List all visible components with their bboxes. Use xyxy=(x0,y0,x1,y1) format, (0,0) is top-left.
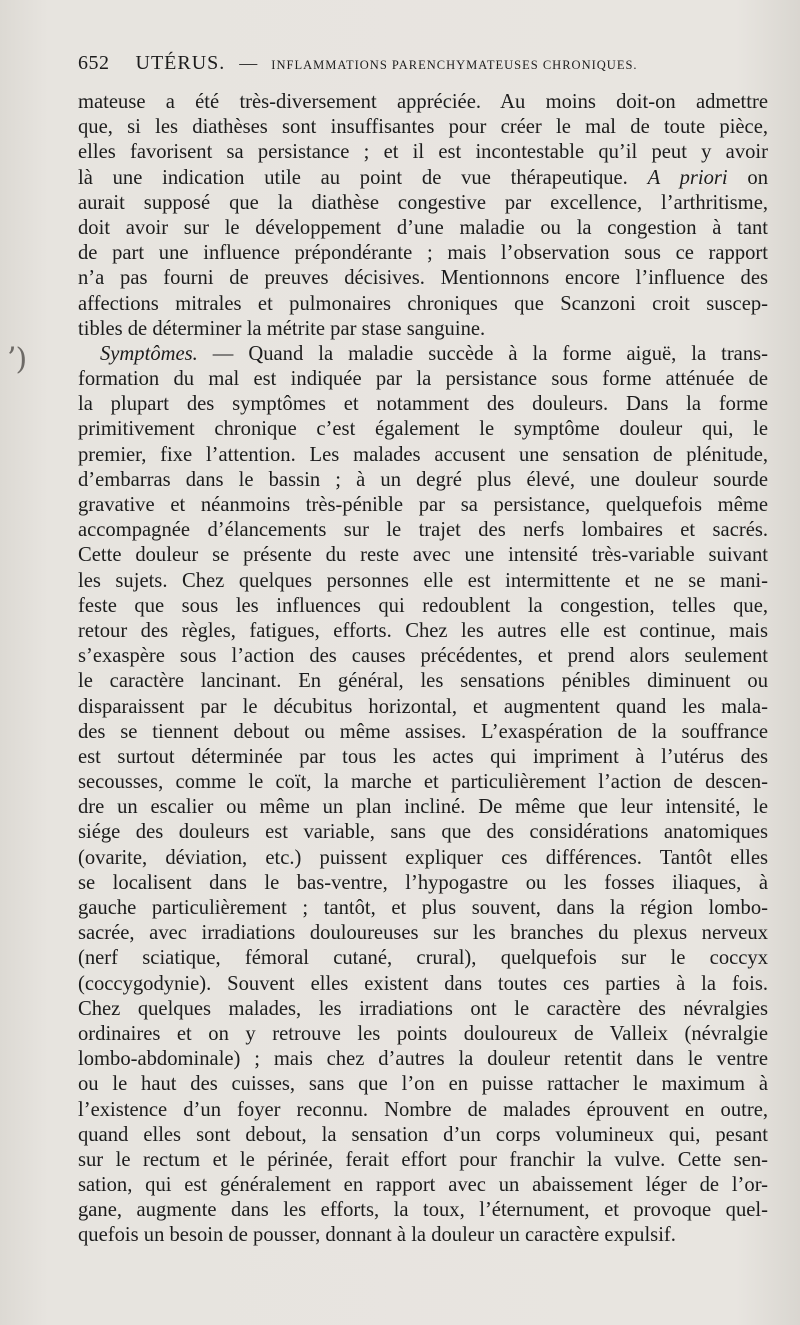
text-line: sur le rectum et le périnée, ferait effort pour franchir la vulve. Cette sen- xyxy=(78,1148,768,1171)
text-line: sacrée, avec irradiations douloureuses sur les branches du plexus nerveux xyxy=(78,922,768,945)
text-line: retour des règles, fatigues, efforts. Chez les autres elle est continue, mais xyxy=(78,619,768,642)
text-line: tibles de déterminer la métrite par stase sanguine. xyxy=(78,317,486,340)
text-line: là une indication utile au point de vue thérapeutique. A priori on xyxy=(78,166,768,189)
text-line xyxy=(78,342,768,367)
text-line: siége des douleurs est variable, sans que des considérations anatomiques xyxy=(78,821,768,844)
text-line: disparaissent par le décubitus horizontal, et augmentent quand les mala- xyxy=(78,695,768,718)
text-line: de part une influence prépondérante ; mais l’observation sous ce rapport xyxy=(78,242,768,265)
chapter-subtitle: INFLAMMATIONS PARENCHYMATEUSES CHRONIQUES. xyxy=(271,58,638,72)
text-line: gauche particulièrement ; tantôt, et plus souvent, dans la région lombo- xyxy=(78,897,768,919)
header-dash: — xyxy=(239,53,258,73)
text-line: quand elles sont debout, la sensation d’un corps volumineux qui, pesant xyxy=(78,1123,768,1146)
paragraph-symptoms xyxy=(78,342,768,1249)
text-line: doit avoir sur le développement d’une maladie ou la congestion à tant xyxy=(78,216,768,239)
text-line: gane, augmente dans les efforts, la toux, l’éternument, et provoque quel- xyxy=(78,1199,768,1222)
text-line: la plupart des symptômes et notamment des douleurs. Dans la forme xyxy=(78,393,768,416)
text-line: ordinaires et on y retrouve les points douloureux de Valleix (névralgie xyxy=(78,1022,768,1045)
body-text xyxy=(78,90,768,1249)
text-line: premier, fixe l’attention. Les malades accusent une sensation de plénitude, xyxy=(78,443,768,466)
page-number: 652 xyxy=(78,52,110,74)
text-line: d’embarras dans le bassin ; à un degré plus élevé, une douleur sourde xyxy=(78,468,768,491)
text-line: secousses, comme le coït, la marche et particulièrement l’action de descen- xyxy=(78,771,768,794)
text-line: affections mitrales et pulmonaires chroniques que Scanzoni croit suscep- xyxy=(78,292,768,315)
text-line: lombo-abdominale) ; mais chez d’autres la douleur retentit dans le ventre xyxy=(78,1048,768,1071)
text-line: primitivement chronique c’est également le symptôme douleur qui, le xyxy=(78,418,768,441)
text-line: des se tiennent debout ou même assises. L’exaspération de la souffrance xyxy=(78,720,768,743)
text-line: le caractère lancinant. En général, les sensations pénibles diminuent ou xyxy=(78,670,768,693)
text-line: (nerf sciatique, fémoral cutané, crural), quelquefois sur le coccyx xyxy=(78,947,768,970)
text-line: sation, qui est généralement en rapport avec un abaissement léger de l’or- xyxy=(78,1174,768,1197)
symptoms-heading: Symptômes. xyxy=(100,342,198,365)
text-line: n’a pas fourni de preuves décisives. Mentionnons encore l’influence des xyxy=(78,267,768,290)
text-line: gravative et néanmoins très-pénible par sa persistance, quelquefois même xyxy=(78,494,768,516)
text-line: Chez quelques malades, les irradiations ont le caractère des névralgies xyxy=(78,997,768,1020)
text-line: que, si les diathèses sont insuffisantes pour créer le mal de toute pièce, xyxy=(78,116,768,139)
text-line: feste que sous les influences qui redoublent la congestion, telles que, xyxy=(78,594,768,617)
margin-pencil-mark: ʼ) xyxy=(6,342,28,377)
text-line: est surtout déterminée par tous les actes qui impriment à l’utérus des xyxy=(78,745,768,768)
text-line: les sujets. Chez quelques personnes elle est intermittente et ne se mani- xyxy=(78,569,768,592)
text-line: (ovarite, déviation, etc.) puissent expliquer ces différences. Tantôt elles xyxy=(78,846,768,869)
section-title: UTÉRUS. xyxy=(135,52,226,74)
running-head xyxy=(78,52,758,82)
symptoms-intro: — Quand la maladie succède à la forme aiguë, la trans- xyxy=(197,342,768,365)
text-line: s’exaspère sous l’action des causes précédentes, et prend alors seulement xyxy=(78,645,768,668)
text-line: ou le haut des cuisses, sans que l’on en puisse rattacher le maximum à xyxy=(78,1073,768,1096)
text-line: dre un escalier ou même un plan incliné. De même que leur intensité, le xyxy=(78,796,768,819)
text-line: quefois un besoin de pousser, donnant à la douleur un caractère expulsif. xyxy=(78,1224,676,1247)
text-line: accompagnée d’élancements sur le trajet des nerfs lombaires et sacrés. xyxy=(78,519,768,542)
text-line: Cette douleur se présente du reste avec une intensité très-variable suivant xyxy=(78,544,768,567)
text-line: aurait supposé que la diathèse congestive par excellence, l’arthritisme, xyxy=(78,191,768,214)
text-line: l’existence d’un foyer reconnu. Nombre de malades éprouvent en outre, xyxy=(78,1098,768,1121)
text-line: (coccygodynie). Souvent elles existent dans toutes ces parties à la fois. xyxy=(78,972,768,995)
text-line: se localisent dans le bas-ventre, l’hypogastre ou les fosses iliaques, à xyxy=(78,871,768,894)
paragraph-etiology-end xyxy=(78,90,768,342)
text-line: formation du mal est indiquée par la persistance sous forme atténuée de xyxy=(78,368,768,391)
text-line: mateuse a été très-diversement appréciée. Au moins doit-on admettre xyxy=(78,91,768,113)
text-line: elles favorisent sa persistance ; et il est incontestable qu’il peut y avoir xyxy=(78,141,768,164)
